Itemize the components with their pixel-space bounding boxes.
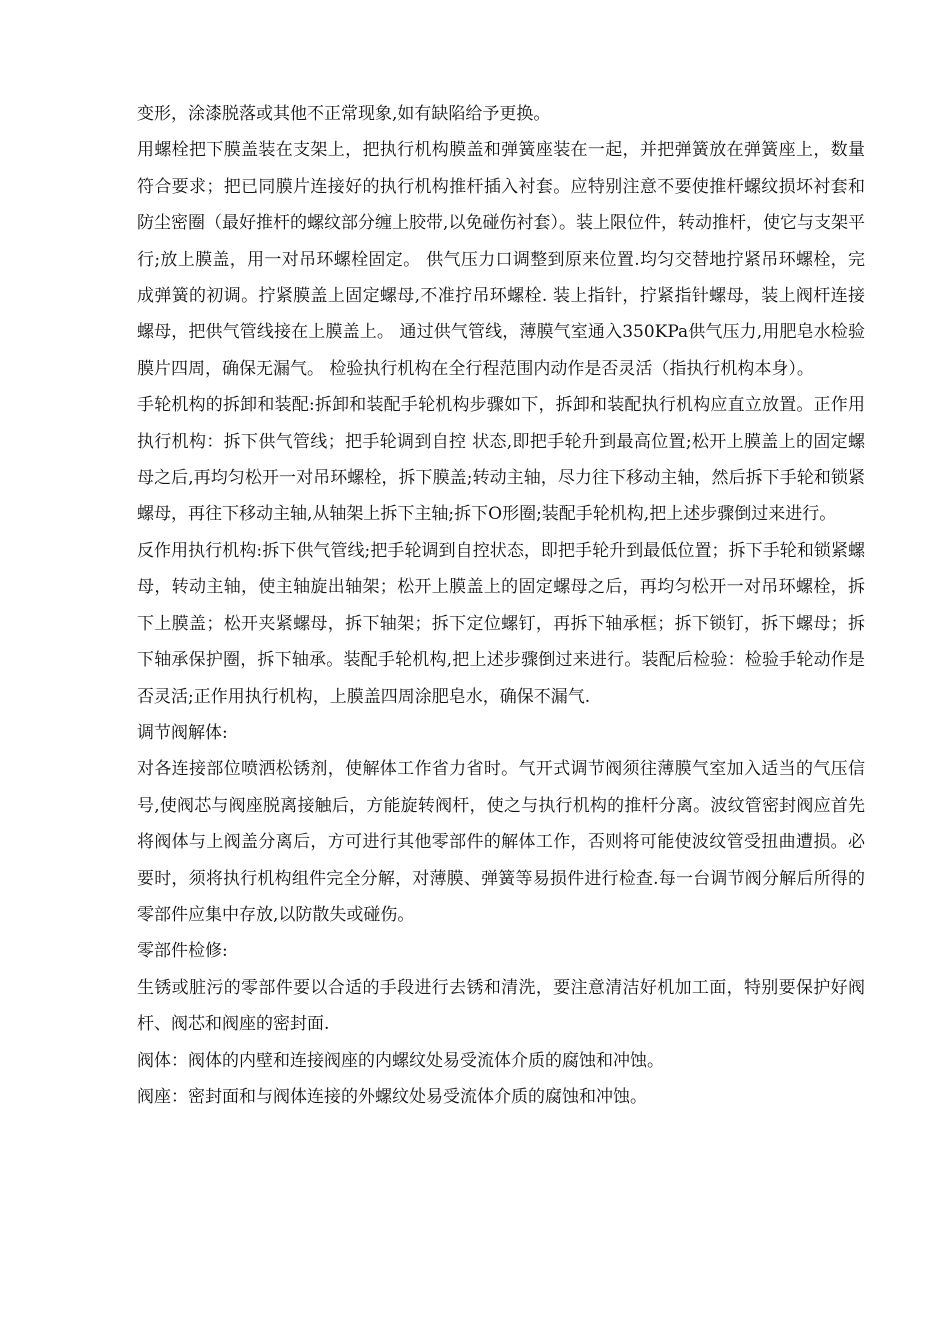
paragraph-deformation-check: 变形，涂漆脱落或其他不正常现象,如有缺陷给予更换。 xyxy=(137,104,551,124)
paragraph-handwheel-reverse: 反作用执行机构:拆下供气管线;把手轮调到自控状态，即把手轮升到最低位置；拆下手轮和锁紧螺母，转动主轴，使主轴旋出轴架；松开上膜盖上的固定螺母之后，再均匀松开一对吊环螺栓，拆下上膜盖；松开夹紧螺母，拆下轴架；拆下定位螺钉，再拆下轴承框；拆下锁钉，拆下螺母；拆下轴承保护圈，拆下轴承。装配手轮机构,把上述步骤倒过来进行。装配后检验：检验手轮动作是否灵活;正作用执行机构，上膜盖四周涂肥皂水，确保不漏气. xyxy=(137,540,866,707)
paragraph-handwheel-direct: 手轮机构的拆卸和装配:拆卸和装配手轮机构步骤如下，拆卸和装配执行机构应直立放置。正作用执行机构：拆下供气管线；把手轮调到自控 状态,即把手轮升到最高位置;松开上膜盖上的固定螺母之后,再均匀松开一对吊环螺栓，拆下膜盖;转动主轴，尽力往下移动主轴，然后拆下手轮和锁紧螺母，再往下移动主轴,从轴架上拆下主轴;拆下O形圈;装配手轮机构,把上述步骤倒过来进行。 xyxy=(137,395,865,525)
paragraph-valve-seat: 阀座：密封面和与阀体连接的外螺纹处易受流体介质的腐蚀和冲蚀。 xyxy=(137,1086,647,1107)
heading-valve-disassembly: 调节阀解体: xyxy=(137,722,228,743)
paragraph-parts-cleaning: 生锈或脏污的零部件要以合适的手段进行去锈和清洗，要注意清洁好机加工面，特别要保护好阀杆、阀芯和阀座的密封面. xyxy=(137,977,865,1035)
paragraph-valve-disassembly: 对各连接部位喷洒松锈剂，使解体工作省力省时。气开式调节阀须往薄膜气室加入适当的气压信号,使阀芯与阀座脱离接触后，方能旋转阀杆，使之与执行机构的推杆分离。波纹管密封阀应首先将阀体与上阀盖分离后，方可进行其他零部件的解体工作，否则将可能使波纹管受扭曲遭损。必要时，须将执行机构组件完全分解，对薄膜、弹簧等易损件进行检查.每一台调节阀分解后所得的零部件应集中存放,以防散失或碰伤。 xyxy=(137,759,865,925)
paragraph-valve-body: 阀体：阀体的内壁和连接阀座的内螺纹处易受流体介质的腐蚀和冲蚀。 xyxy=(137,1050,664,1071)
document-body xyxy=(137,96,865,1115)
paragraph-actuator-assembly: 用螺栓把下膜盖装在支架上，把执行机构膜盖和弹簧座装在一起，并把弹簧放在弹簧座上，数量符合要求；把已同膜片连接好的执行机构推杆插入衬套。应特别注意不要使推杆螺纹损坏衬套和防尘密圈（最好推杆的螺纹部分缠上胶带,以免碰伤衬套）。装上限位件，转动推杆，使它与支架平行;放上膜盖，用一对吊环螺栓固定。 供气压力口调整到原来位置.均匀交替地拧紧吊环螺栓，完成弹簧的初调。拧紧膜盖上固定螺母,不准拧吊环螺栓. 装上指针，拧紧指针螺母，装上阀杆连接螺母，把供气管线接在上膜盖上。 通过供气管线，薄膜气室通入350KPa供气压力,用肥皂水检验膜片四周，确保无漏气。 检验执行机构在全行程范围内动作是否灵活（指执行机构本身）。 xyxy=(137,140,865,379)
heading-parts-repair: 零部件检修: xyxy=(137,941,228,962)
